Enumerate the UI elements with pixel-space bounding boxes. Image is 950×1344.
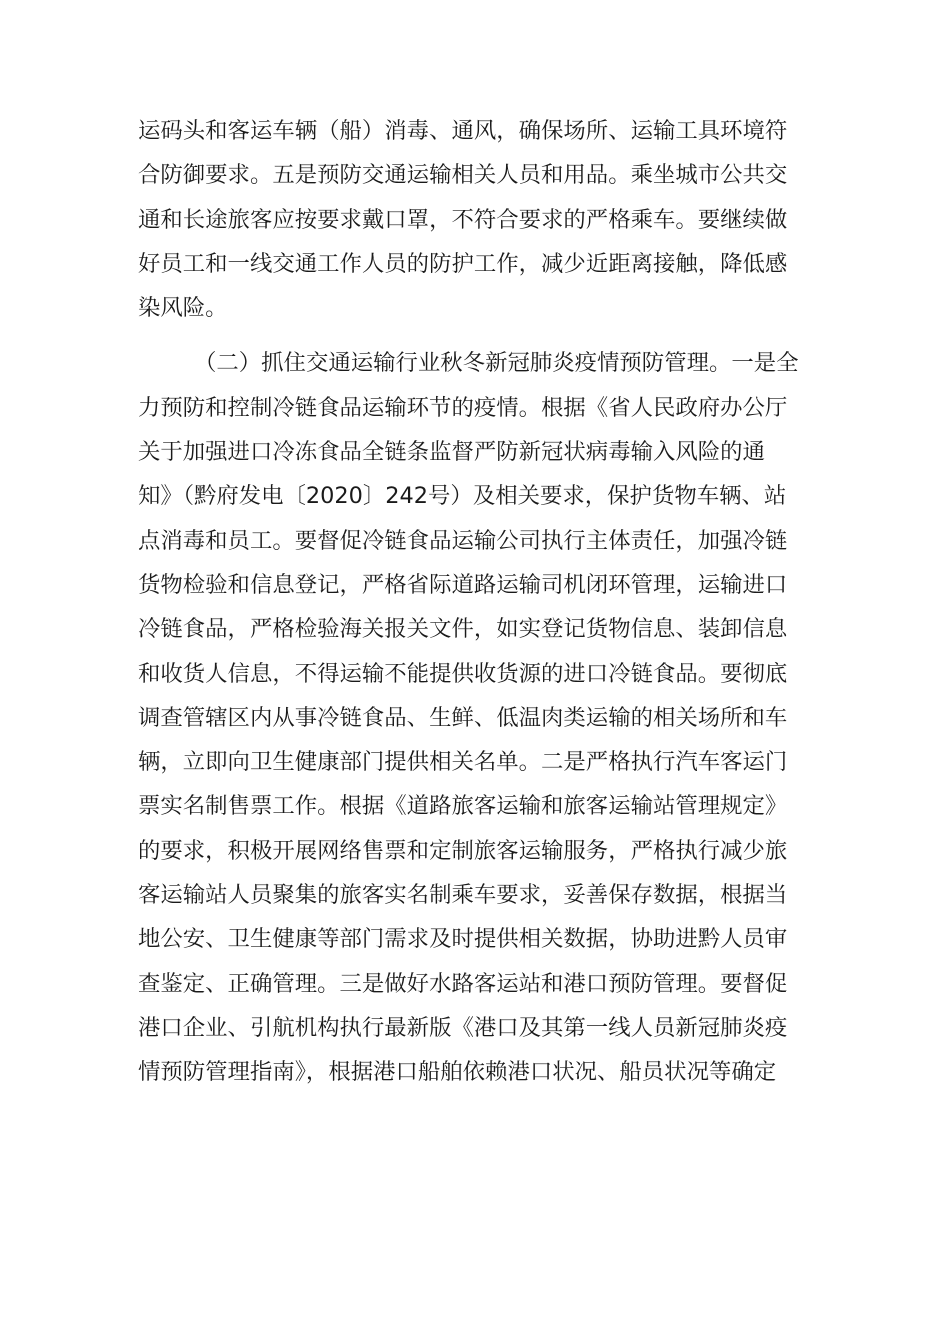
text-line: 调查管辖区内从事冷链食品、生鲜、低温肉类运输的相关场所和车 [138, 704, 788, 731]
text-line: 货物检验和信息登记，严格省际道路运输司机闭环管理，运输进口 [138, 571, 788, 598]
text-line: 和收货人信息，不得运输不能提供收货源的进口冷链食品。要彻底 [138, 660, 788, 687]
paragraph-2-body [138, 386, 828, 1095]
text-line: 合防御要求。五是预防交通运输相关人员和用品。乘坐城市公共交 [138, 162, 788, 189]
text-line: 辆，立即向卫生健康部门提供相关名单。二是严格执行汽车客运门 [138, 749, 788, 776]
text-line: 关于加强进口冷冻食品全链条监督严防新冠状病毒输入风险的通 [138, 439, 765, 466]
text-line: 地公安、卫生健康等部门需求及时提供相关数据，协助进黔人员审 [138, 926, 788, 953]
text-line: 的要求，积极开展网络售票和定制旅客运输服务，严格执行减少旅 [138, 837, 788, 864]
text-line: 通和长途旅客应按要求戴口罩，不符合要求的严格乘车。要继续做 [138, 206, 788, 233]
text-line: 点消毒和员工。要督促冷链食品运输公司执行主体责任，加强冷链 [138, 527, 788, 554]
text-line: 港口企业、引航机构执行最新版《港口及其第一线人员新冠肺炎疫 [138, 1014, 788, 1041]
paragraph-spacer [138, 330, 828, 341]
text-line: （二）抓住交通运输行业秋冬新冠肺炎疫情预防管理。一是全 [194, 350, 799, 377]
text-line: 运码头和客运车辆（船）消毒、通风，确保场所、运输工具环境符 [138, 118, 788, 144]
text-line: 知》（黔府发电〔2020〕242号）及相关要求，保护货物车辆、站 [138, 483, 787, 510]
paragraph-1 [138, 109, 828, 330]
document-body [138, 109, 828, 1095]
text-line: 情预防管理指南》，根据港口船舶依赖港口状况、船员状况等确定 [138, 1059, 777, 1086]
text-line: 染风险。 [138, 295, 228, 322]
paragraph-2 [138, 341, 828, 385]
text-line: 力预防和控制冷链食品运输环节的疫情。根据《省人民政府办公厅 [138, 394, 788, 421]
text-line: 查鉴定、正确管理。三是做好水路客运站和港口预防管理。要督促 [138, 970, 788, 997]
text-line: 票实名制售票工作。根据《道路旅客运输和旅客运输站管理规定》 [138, 793, 788, 820]
text-line: 好员工和一线交通工作人员的防护工作，减少近距离接触，降低感 [138, 250, 788, 277]
text-line: 客运输站人员聚集的旅客实名制乘车要求，妥善保存数据，根据当 [138, 882, 788, 909]
text-line: 冷链食品，严格检验海关报关文件，如实登记货物信息、装卸信息 [138, 616, 788, 643]
